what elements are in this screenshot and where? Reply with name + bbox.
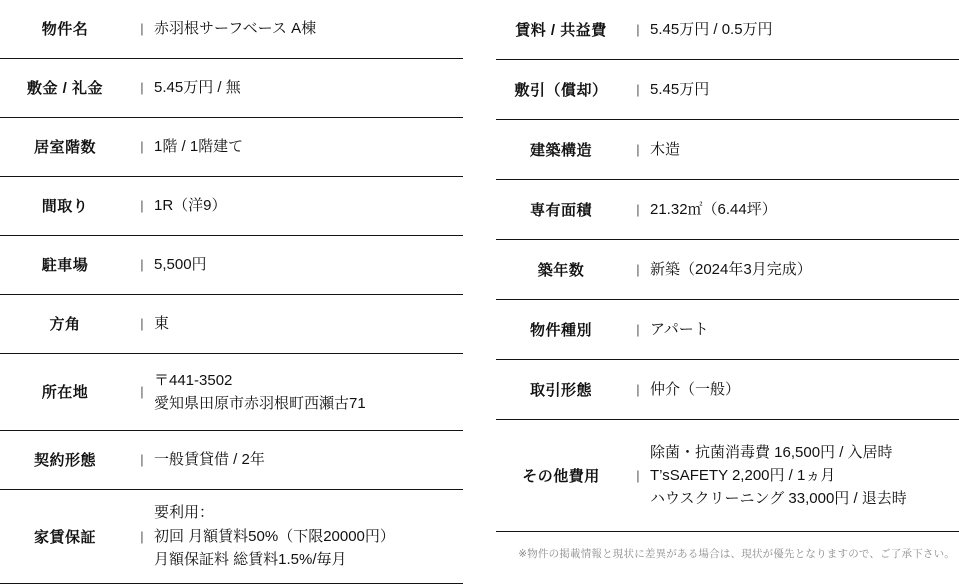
property-detail-left-column: [0, 0, 463, 584]
detail-row-label: その他費用: [522, 468, 600, 485]
detail-row-separator: |: [140, 384, 144, 400]
detail-row-label: 敷金 / 礼金: [26, 80, 103, 98]
detail-row-value-line: 仲介（一般）: [650, 380, 741, 398]
detail-row-separator: |: [140, 257, 144, 273]
detail-row-separator: |: [636, 22, 640, 37]
detail-row-value: [154, 431, 463, 489]
footnote: ※物件の掲載情報と現状に差異がある場合は、現状が優先となりますので、ご了承下さい。: [518, 548, 955, 560]
detail-row-separator: |: [140, 139, 144, 155]
detail-row-value: [154, 490, 463, 583]
detail-row-value-line: 初回 月額賃料50%（下限20000円）: [154, 527, 395, 545]
detail-row-label: 専有面積: [529, 202, 592, 219]
detail-row-separator: |: [636, 468, 640, 483]
detail-row: [496, 240, 959, 300]
detail-row-value: [650, 180, 959, 239]
detail-row-value: [154, 354, 463, 430]
detail-row-value-line: 除菌・抗菌消毒費 16,500円 / 入居時: [650, 443, 893, 461]
detail-row-value-line: 21.32㎡（6.44坪）: [650, 200, 777, 218]
detail-row-value: [154, 177, 463, 235]
detail-row: [496, 120, 959, 180]
detail-row: [0, 490, 463, 584]
detail-row-label: 敷引（償却）: [514, 82, 608, 99]
detail-row-value: [650, 360, 959, 419]
detail-row-value-line: 5.45万円 / 0.5万円: [650, 20, 773, 38]
detail-row-value-line: 要利用：: [154, 504, 215, 522]
detail-row-value-line: 一般賃貸借 / 2年: [154, 450, 265, 468]
detail-row: [0, 118, 463, 177]
detail-row-label: 物件種別: [529, 322, 592, 339]
detail-row: [496, 300, 959, 360]
detail-row-value-line: 5,500円: [154, 256, 207, 274]
detail-row: [496, 420, 959, 532]
detail-row-value-line: 東: [154, 315, 170, 333]
detail-row-label: 築年数: [537, 262, 585, 279]
detail-row-label: 取引形態: [529, 382, 592, 399]
detail-row-value-line: アパート: [650, 320, 709, 338]
detail-row-value-line: 月額保証料 総賃料1.5%/毎月: [154, 550, 347, 568]
property-detail-right-column: [496, 0, 959, 584]
detail-row-separator: |: [636, 262, 640, 277]
detail-row-value: [650, 60, 959, 119]
detail-row-separator: |: [140, 198, 144, 214]
detail-row-label: 所在地: [41, 384, 89, 402]
detail-row-label: 駐車場: [41, 257, 89, 275]
detail-row: [0, 236, 463, 295]
detail-row-separator: |: [636, 82, 640, 97]
detail-row-label: 物件名: [41, 21, 89, 39]
detail-row-separator: |: [140, 316, 144, 332]
detail-row: [0, 295, 463, 354]
detail-row-separator: |: [636, 382, 640, 397]
detail-row-separator: |: [140, 21, 144, 37]
detail-row: [0, 354, 463, 431]
detail-row-value-line: T’sSAFETY 2,200円 / 1ヵ月: [650, 466, 836, 484]
detail-row-value-line: 5.45万円 / 無: [154, 79, 241, 97]
detail-row-value-line: 5.45万円: [650, 80, 710, 98]
detail-row-label: 建築構造: [529, 142, 592, 159]
detail-row-value: [154, 236, 463, 294]
detail-row: [496, 360, 959, 420]
detail-row-separator: |: [636, 202, 640, 217]
detail-row-value-line: ハウスクリーニング 33,000円 / 退去時: [650, 490, 907, 508]
detail-row-value-line: 〒441-3502: [154, 371, 233, 389]
detail-row: [496, 0, 959, 60]
detail-row-value: [650, 300, 959, 359]
detail-row-value: [154, 59, 463, 117]
detail-row-separator: |: [140, 80, 144, 96]
detail-row: [0, 0, 463, 59]
detail-row-separator: |: [140, 452, 144, 468]
detail-row-value: [154, 295, 463, 353]
detail-row-separator: |: [140, 528, 144, 544]
detail-row: [0, 431, 463, 490]
detail-row-label: 間取り: [41, 198, 89, 216]
detail-row-label: 家賃保証: [33, 528, 96, 546]
detail-row-label: 賃料 / 共益費: [515, 22, 607, 39]
detail-row-value-line: 愛知県田原市赤羽根町西瀬古71: [154, 394, 366, 412]
detail-row-value: [650, 0, 959, 59]
detail-row: [496, 180, 959, 240]
detail-row-separator: |: [636, 322, 640, 337]
detail-row-value: [154, 0, 463, 58]
detail-row-value: [650, 120, 959, 179]
detail-row: [0, 59, 463, 118]
detail-row-value-line: 赤羽根サーフベース A棟: [154, 20, 317, 38]
detail-row-label: 方角: [49, 316, 81, 334]
detail-row: [0, 177, 463, 236]
detail-row-value: [650, 420, 959, 531]
detail-row-value-line: 1階 / 1階建て: [154, 138, 244, 156]
detail-row-label: 契約形態: [33, 452, 96, 470]
detail-row-separator: |: [636, 142, 640, 157]
detail-row-value: [650, 240, 959, 299]
detail-row-label: 居室階数: [33, 139, 96, 157]
detail-row: [496, 60, 959, 120]
detail-row-value: [154, 118, 463, 176]
detail-row-value-line: 木造: [650, 140, 681, 158]
detail-row-value-line: 新築（2024年3月完成）: [650, 260, 812, 278]
detail-row-value-line: 1R（洋9）: [154, 197, 227, 215]
